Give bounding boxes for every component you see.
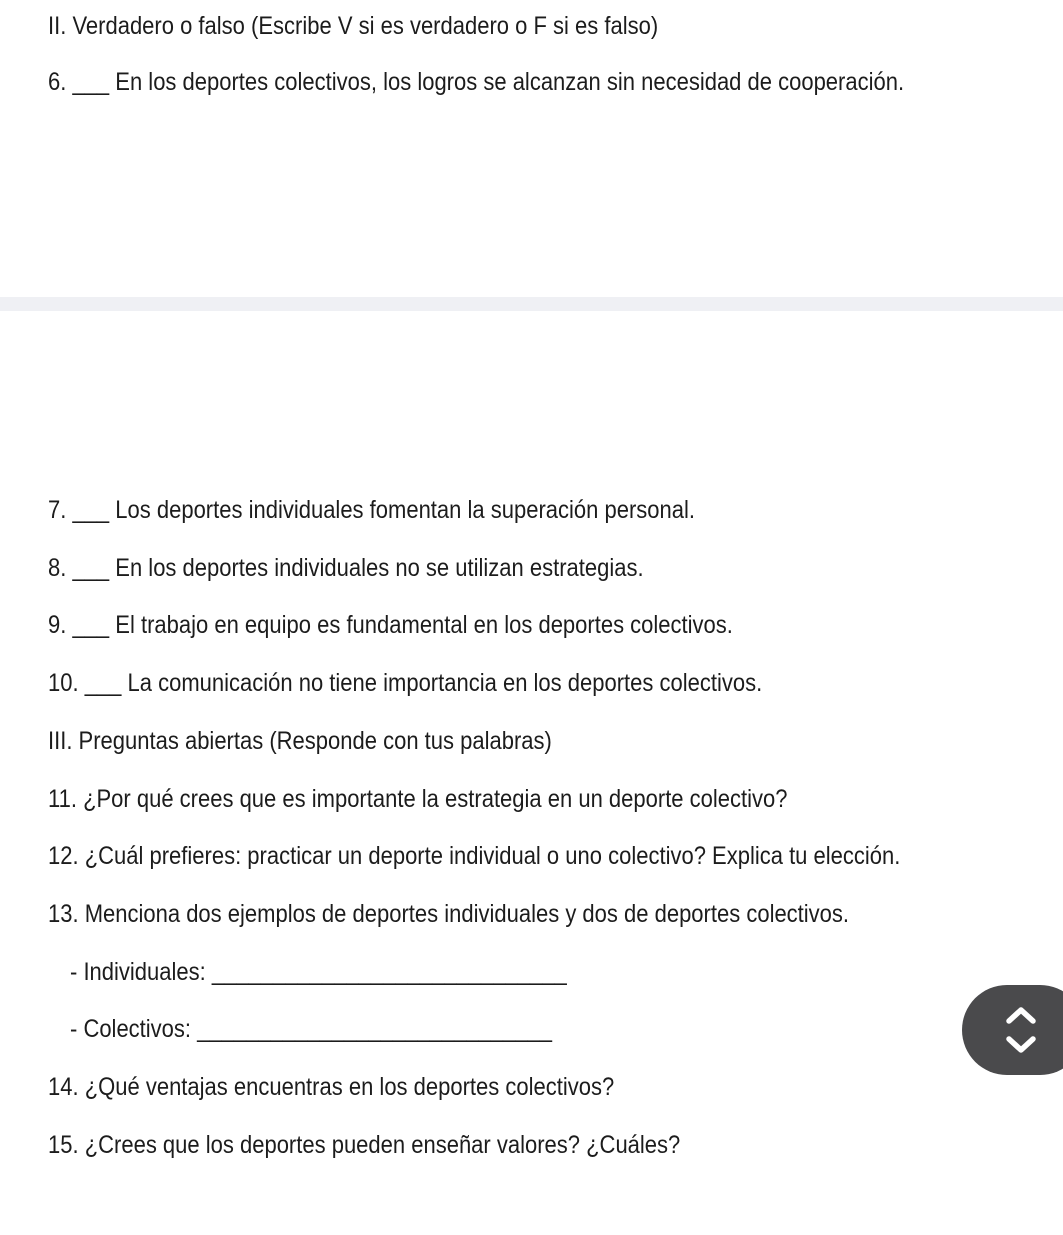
scroll-down-button[interactable]: [1004, 1034, 1038, 1056]
chevron-up-icon: [1004, 1004, 1038, 1026]
question-11-text: 11. ¿Por qué crees que es importante la estrategia en un deporte colectivo?: [48, 785, 788, 813]
question-7: [48, 495, 783, 525]
section-ii-heading-text: II. Verdadero o falso (Escribe V si es verdadero o F si es falso): [48, 12, 659, 40]
question-6: [48, 67, 1021, 97]
question-13-text: 13. Menciona dos ejemplos de deportes individuales y dos de deportes colectivos.: [48, 900, 850, 928]
section-iii-heading: [48, 726, 621, 756]
question-12-text: 12. ¿Cuál prefieres: practicar un deporte individual o uno colectivo? Explica tu elección.: [48, 842, 901, 870]
question-9-text: 9. ___ El trabajo en equipo es fundamental en los deportes colectivos.: [48, 611, 733, 639]
question-7-text: 7. ___ Los deportes individuales fomentan la superación personal.: [48, 496, 695, 524]
answer-blank-individuales-text: - Individuales: _____________________________: [70, 958, 567, 986]
question-9: [48, 610, 826, 640]
answer-blank-colectivos-text: - Colectivos: _____________________________: [70, 1015, 552, 1043]
chevron-down-icon: [1004, 1034, 1038, 1056]
question-15: [48, 1130, 767, 1160]
page-break-divider: [0, 297, 1063, 311]
question-8-text: 8. ___ En los deportes individuales no se utilizan estrategias.: [48, 554, 644, 582]
question-14: [48, 1072, 691, 1102]
scroll-up-button[interactable]: [1004, 1004, 1038, 1026]
question-8: [48, 553, 725, 583]
question-15-text: 15. ¿Crees que los deportes pueden enseñar valores? ¿Cuáles?: [48, 1131, 681, 1159]
question-12: [48, 841, 1017, 871]
section-iii-heading-text: III. Preguntas abiertas (Responde con tus palabras): [48, 727, 552, 755]
question-10: [48, 668, 860, 698]
answer-blank-individuales: [70, 957, 634, 987]
question-14-text: 14. ¿Qué ventajas encuentras en los deportes colectivos?: [48, 1073, 615, 1101]
section-ii-heading: [48, 11, 741, 41]
question-13: [48, 899, 958, 929]
answer-blank-colectivos: [70, 1014, 618, 1044]
question-6-text: 6. ___ En los deportes colectivos, los logros se alcanzan sin necesidad de cooperación.: [48, 68, 905, 96]
question-10-text: 10. ___ La comunicación no tiene importancia en los deportes colectivos.: [48, 669, 763, 697]
question-11: [48, 784, 888, 814]
scroll-widget[interactable]: [962, 985, 1063, 1075]
